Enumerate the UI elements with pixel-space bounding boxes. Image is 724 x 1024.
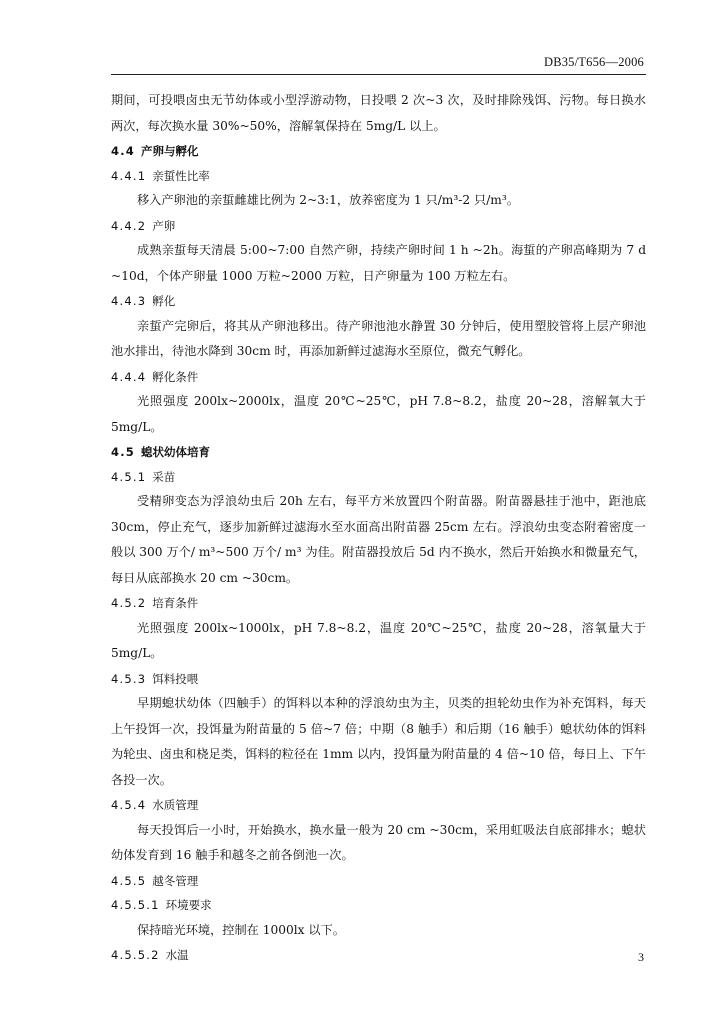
section-heading xyxy=(111,289,646,314)
section-number: 4.4.2 xyxy=(111,218,147,233)
paragraph: 早期螅状幼体（四触手）的饵料以本种的浮浪幼虫为主，贝类的担轮幼虫作为补充饵料，每天上午投饵一次，投饵量为附苗量的 5 倍~7 倍；中期（8 触手）和后期（16 触手）螅状幼体的饵料为轮虫、卤虫和桡足类，饵料的粒径在 1mm 以内，投饵量为附苗量的 4 倍~10 倍，每日上、下午各投一次。 xyxy=(111,696,646,787)
section-title: 水温 xyxy=(165,948,189,962)
section-number: 4.4.3 xyxy=(111,294,147,308)
section-heading xyxy=(111,440,646,465)
page-number: 3 xyxy=(638,950,644,964)
section-heading xyxy=(111,667,646,692)
document-code-header: DB35/T656—2006 xyxy=(543,55,644,69)
section-number: 4.5.5 xyxy=(111,873,147,888)
section-title: 采苗 xyxy=(152,469,176,484)
section-title: 环境要求 xyxy=(165,898,212,912)
section-number: 4.5 xyxy=(111,445,135,459)
paragraph: 保持暗光环境，控制在 1000lx 以下。 xyxy=(137,922,345,937)
section-title: 水质管理 xyxy=(152,798,199,812)
section-heading xyxy=(111,869,646,894)
section-number: 4.5.1 xyxy=(111,469,147,484)
section-title: 饵料投喂 xyxy=(152,671,199,686)
section-title: 越冬管理 xyxy=(152,873,199,888)
section-heading xyxy=(111,893,646,918)
paragraph: 移入产卵池的亲蜇雌雄比例为 2~3:1，放养密度为 1 只/m³-2 只/m³。 xyxy=(137,193,519,207)
header-rule xyxy=(111,74,646,75)
section-heading xyxy=(111,164,646,189)
section-title: 产卵与孵化 xyxy=(140,144,199,158)
section-number: 4.5.5.1 xyxy=(111,898,160,912)
section-title: 亲蜇性比率 xyxy=(152,168,210,183)
section-title: 产卵 xyxy=(152,218,176,233)
paragraph: 亲蜇产完卵后，将其从产卵池移出。待产卵池池水静置 30 分钟后，使用塑胶管将上层产卵池池水排出，待池水降到 30cm 时，再添加新鲜过滤海水至原位，微充气孵化。 xyxy=(111,318,646,358)
document-body xyxy=(111,88,646,968)
section-number: 4.5.3 xyxy=(111,671,147,686)
section-heading xyxy=(111,591,646,616)
paragraph: 光照强度 200lx~2000lx，温度 20℃~25℃，pH 7.8~8.2，盐度 20~28，溶解氧大于 5mg/L。 xyxy=(111,394,646,434)
section-title: 孵化条件 xyxy=(152,369,199,384)
section-number: 4.5.4 xyxy=(111,798,147,812)
section-title: 螅状幼体培育 xyxy=(140,445,210,459)
section-heading xyxy=(111,943,646,968)
section-number: 4.4.1 xyxy=(111,168,147,183)
paragraph: 光照强度 200lx~1000lx，pH 7.8~8.2，温度 20℃~25℃，盐度 20~28，溶氧量大于 5mg/L。 xyxy=(111,620,646,660)
section-number: 4.4 xyxy=(111,144,135,158)
section-heading xyxy=(111,793,646,818)
section-number: 4.5.2 xyxy=(111,596,147,610)
section-heading xyxy=(111,139,646,164)
section-heading xyxy=(111,465,646,490)
section-number: 4.5.5.2 xyxy=(111,948,160,962)
section-heading xyxy=(111,365,646,390)
paragraph: 每天投饵后一小时，开始换水，换水量一般为 20 cm ~30cm，采用虹吸法自底部排水；螅状幼体发育到 16 触手和越冬之前各倒池一次。 xyxy=(111,822,646,862)
section-number: 4.4.4 xyxy=(111,369,147,384)
section-title: 培育条件 xyxy=(152,596,199,610)
paragraph: 成熟亲蜇每天清晨 5:00~7:00 自然产卵，持续产卵时间 1 h ~2h。海蜇的产卵高峰期为 7 d ~10d，个体产卵量 1000 万粒~2000 万粒，日产卵量为 100 万粒左右。 xyxy=(111,243,646,283)
paragraph: 期间，可投喂卤虫无节幼体或小型浮游动物，日投喂 2 次~3 次，及时排除残饵、污物。每日换水两次，每次换水量 30%~50%，溶解氧保持在 5mg/L 以上。 xyxy=(111,93,646,133)
section-title: 孵化 xyxy=(152,294,176,308)
section-heading xyxy=(111,214,646,239)
paragraph: 受精卵变态为浮浪幼虫后 20h 左右，每平方米放置四个附苗器。附苗器悬挂于池中，距池底 30cm，停止充气，逐步加新鲜过滤海水至水面高出附苗器 25cm 左右。浮浪幼虫变态附着密度一般以 300 万个/ m³~500 万个/ m³ 为佳。附苗器投放后 5d 内不换水，然后开始换水和微量充气，每日从底部换水 20 cm ~30cm。 xyxy=(111,494,646,585)
